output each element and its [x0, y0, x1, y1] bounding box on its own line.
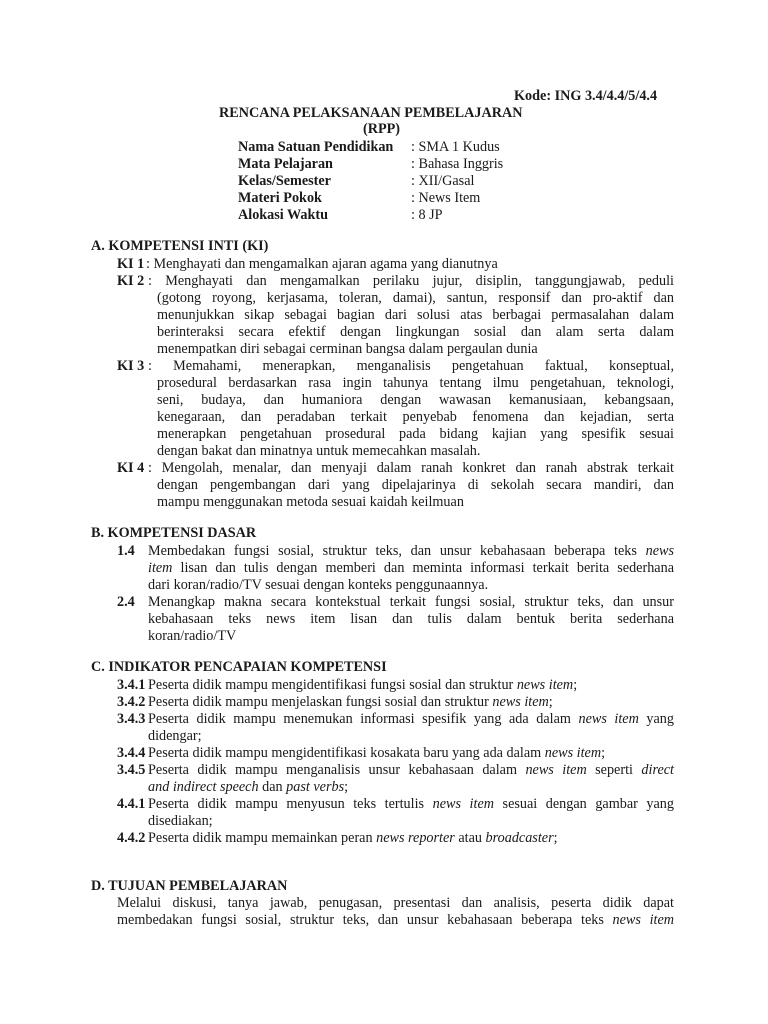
ki2-line: menunjukkan sikap sebagai bagian dari solusi atas berbagai permasalahan dalam [157, 307, 674, 323]
identity-value: : XII/Gasal [411, 173, 475, 189]
identity-value: : SMA 1 Kudus [411, 139, 500, 155]
kd-line: kebahasaan teks news item lisan dan tulis dalam bentuk berita sederhana [148, 611, 674, 627]
section-c-heading: C. INDIKATOR PENCAPAIAN KOMPETENSI [91, 659, 387, 675]
objective-line: Melalui diskusi, tanya jawab, penugasan, presentasi dan analisis, peserta didik dapat [117, 895, 674, 911]
indicator-text-part: Peserta didik mampu mengidentifikasi kosakata baru yang ada dalam [148, 745, 545, 761]
identity-label: Nama Satuan Pendidikan [238, 139, 394, 155]
indicator-text-part: ; [553, 830, 558, 846]
identity-value: : 8 JP [411, 207, 443, 223]
identity-value: : News Item [411, 190, 481, 206]
indicator-number: 3.4.3 [117, 711, 146, 727]
ki4-line: : Mengolah, menalar, dan menyaji dalam ranah konkret dan ranah abstrak terkait [148, 460, 674, 476]
indicator-emphasis: news item [525, 762, 587, 778]
indicator-text-part: Peserta didik mampu menjelaskan fungsi sosial dan struktur [148, 694, 493, 710]
indicator-text-part: sesuai dengan gambar yang [494, 796, 674, 812]
objective-line [117, 912, 674, 929]
indicator-number: 4.4.1 [117, 796, 146, 812]
ki2-line: berinteraksi secara efektif dengan lingkungan sosial dan alam serta dalam [157, 324, 674, 340]
ki3-line: : Memahami, menerapkan, menganalisis pengetahuan faktual, konseptual, [148, 358, 674, 374]
ki2-line: menempatkan diri sebagai cerminan bangsa dalam pergaulan dunia [157, 341, 538, 357]
ki3-line: prosedural berdasarkan rasa ingin tahunya tentang ilmu pengetahuan, teknologi, [157, 375, 674, 391]
kd-line: Menangkap makna secara kontekstual terkait fungsi sosial, struktur teks, dan unsur [148, 594, 674, 610]
section-d-heading: D. TUJUAN PEMBELAJARAN [91, 878, 288, 894]
indicator-text-part: atau [454, 830, 486, 846]
section-a-heading: A. KOMPETENSI INTI (KI) [91, 238, 269, 254]
identity-label: Alokasi Waktu [238, 207, 329, 223]
kd-number: 1.4 [117, 543, 135, 559]
identity-label: Kelas/Semester [238, 173, 331, 189]
indicator-emphasis: news item [432, 796, 494, 812]
indicator-number: 3.4.1 [117, 677, 146, 693]
ki1-label: KI 1 [117, 256, 145, 272]
indicator-text-part: yang [638, 711, 674, 727]
indicator-text-part: seperti [586, 762, 642, 778]
indicator-emphasis: news item [544, 745, 602, 761]
ki2-label: KI 2 [117, 273, 145, 289]
indicator-text-part: ; [573, 677, 578, 693]
indicator-number: 3.4.4 [117, 745, 146, 761]
indicator-emphasis: past verbs [286, 779, 345, 795]
indicator-continuation: didengar; [148, 728, 202, 744]
indicator-emphasis: news reporter [376, 830, 455, 846]
document-title: RENCANA PELAKSANAAN PEMBELAJARAN [219, 105, 523, 121]
indicator-text [148, 745, 605, 762]
ki4-line: mampu menggunakan metoda sesuai kaidah keilmuan [157, 494, 464, 510]
kd-text: lisan dan tulis dengan memberi dan meminta informasi terkait berita sederhana [172, 560, 674, 576]
indicator-emphasis: broadcaster [485, 830, 554, 846]
kd-line [148, 543, 674, 560]
ki3-label: KI 3 [117, 358, 145, 374]
indicator-text [148, 677, 577, 694]
indicator-text [148, 830, 558, 847]
indicator-text-part: dan [258, 779, 287, 795]
ki3-line: menerapkan pengetahuan prosedural pada bidang kajian yang spesifik sesuai [157, 426, 674, 442]
indicator-continuation: disediakan; [148, 813, 213, 829]
ki1-text: : Menghayati dan mengamalkan ajaran agama yang dianutnya [146, 256, 498, 272]
document-subtitle: (RPP) [363, 121, 401, 137]
ki4-label: KI 4 [117, 460, 145, 476]
ki2-line: (gotong royong, kerjasama, toleran, damai), santun, responsif dan pro-aktif dan [157, 290, 674, 306]
indicator-text-part: ; [344, 779, 349, 795]
ki3-line: dengan bakat dan minatnya untuk memecahkan masalah. [157, 443, 481, 459]
identity-label: Materi Pokok [238, 190, 322, 206]
indicator-emphasis: news item [578, 711, 639, 727]
indicator-number: 3.4.5 [117, 762, 146, 778]
indicator-text-part: ; [548, 694, 553, 710]
indicator-text-part: Peserta didik mampu menganalisis unsur kebahasaan dalam [148, 762, 526, 778]
identity-value: : Bahasa Inggris [411, 156, 504, 172]
indicator-text-part: Peserta didik mampu menemukan informasi spesifik yang ada dalam [148, 711, 579, 727]
ki4-line: dengan pengembangan dari yang dipelajarinya di sekolah secara mandiri, dan [157, 477, 674, 493]
identity-label: Mata Pelajaran [238, 156, 333, 172]
indicator-text-part: Peserta didik mampu memainkan peran [148, 830, 377, 846]
kd-number: 2.4 [117, 594, 135, 610]
kd-emphasis: item [148, 560, 173, 576]
ki3-line: kenegaraan, dan peradaban terkait penyebab fenomena dan kejadian, serta [157, 409, 674, 425]
kd-emphasis: news [645, 543, 674, 559]
indicator-text [148, 694, 553, 711]
indicator-emphasis: and indirect speech [148, 779, 259, 795]
indicator-text-part: ; [601, 745, 606, 761]
kd-line: koran/radio/TV [148, 628, 237, 644]
ki2-line: : Menghayati dan mengamalkan perilaku jujur, disiplin, tanggungjawab, peduli [148, 273, 674, 289]
document-code: Kode: ING 3.4/4.4/5/4.4 [514, 88, 658, 104]
indicator-text [148, 762, 674, 779]
objective-text: membedakan fungsi sosial, struktur teks, dan unsur kebahasaan beberapa teks [117, 912, 613, 928]
kd-text: Membedakan fungsi sosial, struktur teks, dan unsur kebahasaan beberapa teks [148, 543, 646, 559]
kd-line: dari koran/radio/TV sesuai dengan konteks penggunaannya. [148, 577, 489, 593]
indicator-text-part: Peserta didik mampu mengidentifikasi fungsi sosial dan struktur [148, 677, 517, 693]
indicator-text [148, 711, 674, 728]
indicator-continuation [148, 779, 348, 796]
ki3-line: seni, budaya, dan humaniora dengan wawasan kemanusiaan, kebangsaan, [157, 392, 674, 408]
indicator-emphasis: direct [641, 762, 674, 778]
indicator-text-part: Peserta didik mampu menyusun teks tertulis [148, 796, 433, 812]
indicator-number: 4.4.2 [117, 830, 146, 846]
kd-line [148, 560, 674, 577]
indicator-emphasis: news item [516, 677, 574, 693]
indicator-number: 3.4.2 [117, 694, 146, 710]
indicator-emphasis: news item [492, 694, 549, 710]
objective-emphasis: news item [612, 912, 674, 928]
section-b-heading: B. KOMPETENSI DASAR [91, 525, 257, 541]
indicator-text [148, 796, 674, 813]
